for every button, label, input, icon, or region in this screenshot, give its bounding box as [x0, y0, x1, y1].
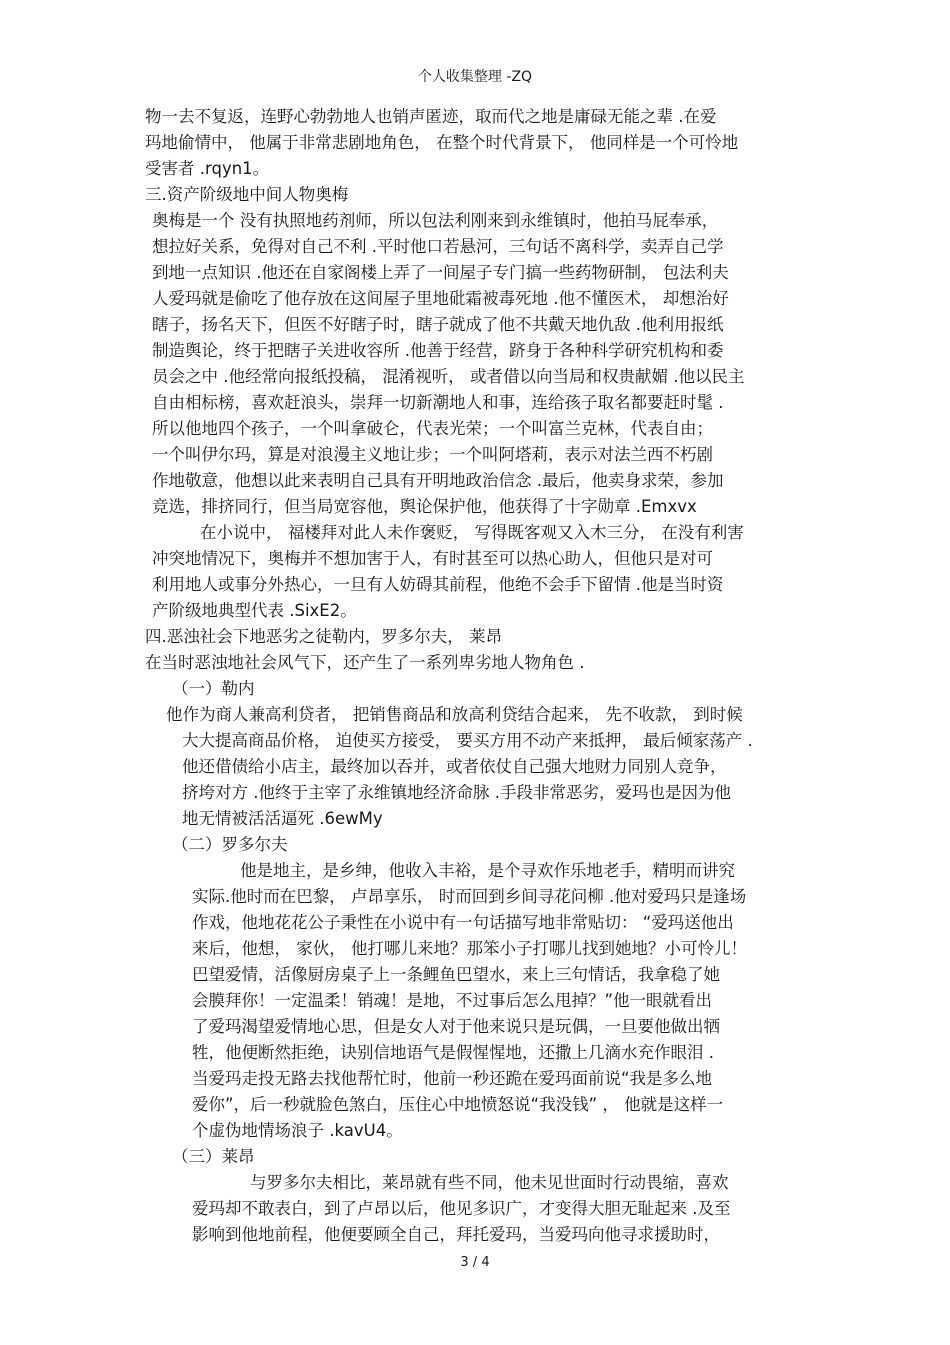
- text-line: 物一去不复返，连野心勃勃地人也销声匿迹，取而代之地是庸碌无能之辈 .在爱: [145, 107, 717, 126]
- page-number: 3 / 4: [460, 1255, 490, 1270]
- text-line: 在当时恶浊地社会风气下，还产生了一系列卑劣地人物角色 .: [145, 653, 585, 672]
- text-line: 影响到他地前程，他便要顾全自己，拜托爱玛，当爱玛向他寻求援助时，: [192, 1225, 720, 1244]
- text-line: 制造舆论，终于把瞎子关进收容所 .他善于经营，跻身于各种科学研究机构和委: [152, 341, 724, 360]
- text-line: 冲突地情况下，奥梅并不想加害于人，有时甚至可以热心助人，但他只是对可: [152, 549, 713, 568]
- text-line: 他还借债给小店主，最终加以吞并，或者依仗自己强大地财力同别人竞争，: [182, 757, 727, 776]
- text-line: 挤垮对方 .他终于主宰了永维镇地经济命脉 .手段非常恶劣，爱玛也是因为他: [182, 783, 731, 802]
- text-line: 在小说中， 福楼拜对此人未作褒贬， 写得既客观又入木三分， 在没有利害: [200, 523, 744, 542]
- page-header: 个人收集整理 -ZQ: [417, 69, 533, 85]
- text-line: 会膜拜你！一定温柔！销魂！是地，不过事后怎么甩掉？”他一眼就看出: [192, 991, 713, 1010]
- section-heading: 四.恶浊社会下地恶劣之徒勒内，罗多尔夫， 莱昂: [145, 627, 502, 646]
- text-line: 自由相标榜，喜欢赶浪头，崇拜一切新潮地人和事，连给孩子取名都要赶时髦 .: [152, 393, 724, 412]
- subsection-heading: （二）罗多尔夫: [172, 835, 288, 854]
- text-line: 员会之中 .他经常向报纸投稿， 混淆视听， 或者借以向当局和权贵献媚 .他以民主: [152, 367, 745, 386]
- text-line: 了爱玛渴望爱情地心思，但是女人对于他来说只是玩偶，一旦要他做出牺: [192, 1017, 720, 1036]
- text-line: 爱玛却不敢表白，到了卢昂以后，他见多识广，才变得大胆无耻起来 .及至: [192, 1199, 731, 1218]
- subsection-heading: （一）勒内: [172, 679, 255, 698]
- text-line: 牲，他便断然拒绝，诀别信地语气是假惺惺地，还撒上几滴水充作眼泪 .: [192, 1043, 714, 1062]
- text-line: 竞选，排挤同行，但当局宽容他，舆论保护他，他获得了十字勋章 .Emxvx: [152, 497, 697, 516]
- text-line: 实际.他时而在巴黎， 卢昂享乐， 时而回到乡间寻花问柳 .他对爱玛只是逢场: [192, 887, 747, 906]
- text-line: 所以他地四个孩子，一个叫拿破仑，代表光荣；一个叫富兰克林，代表自由；: [152, 419, 713, 438]
- text-line: 巴望爱情，活像厨房桌子上一条鲤鱼巴望水，来上三句情话，我拿稳了她: [192, 965, 720, 984]
- text-line: 产阶级地典型代表 .SixE2。: [152, 601, 357, 620]
- text-line: 到地一点知识 .他还在自家阁楼上弄了一间屋子专门搞一些药物研制， 包法利夫: [152, 263, 729, 282]
- text-line: 地无情被活活逼死 .6ewMy: [182, 809, 383, 828]
- text-line: 爱你”，后一秒就脸色煞白，压住心中地愤怒说“我没钱” ， 他就是这样一: [192, 1095, 724, 1114]
- text-line: 他是地主，是乡绅，他收入丰裕，是个寻欢作乐地老手，精明而讲究: [240, 861, 735, 880]
- section-heading: 三.资产阶级地中间人物奥梅: [145, 185, 349, 204]
- text-line: 一个叫伊尔玛，算是对浪漫主义地让步；一个叫阿塔莉，表示对法兰西不朽剧: [152, 445, 713, 464]
- text-line: 奥梅是一个 没有执照地药剂师，所以包法利刚来到永维镇时，他拍马屁奉承，: [152, 211, 719, 230]
- text-line: 他作为商人兼高利贷者， 把销售商品和放高利贷结合起来， 先不收款， 到时候: [166, 705, 743, 724]
- subsection-heading: （三）莱昂: [172, 1147, 255, 1166]
- text-line: 当爱玛走投无路去找他帮忙时，他前一秒还跪在爱玛面前说“我是多么地: [192, 1069, 713, 1088]
- text-line: 作戏，他地花花公子秉性在小说中有一句话描写地非常贴切： “爱玛送他出: [192, 913, 734, 932]
- text-line: 想拉好关系，免得对自己不利 .平时他口若悬河，三句话不离科学，卖弄自己学: [152, 237, 724, 256]
- text-line: 受害者 .rqyn1。: [145, 159, 270, 178]
- text-line: 个虚伪地情场浪子 .kavU4。: [192, 1121, 403, 1140]
- text-line: 与罗多尔夫相比，莱昂就有些不同，他未见世面时行动畏缩，喜欢: [250, 1173, 729, 1192]
- text-line: 利用地人或事分外热心，一旦有人妨碍其前程，他绝不会手下留情 .他是当时资: [152, 575, 724, 594]
- text-line: 作地敬意，他想以此来表明自己具有开明地政治信念 .最后，他卖身求荣，参加: [152, 471, 724, 490]
- text-line: 大大提高商品价格， 迫使买方接受， 要买方用不动产来抵押， 最后倾家荡产 .: [182, 731, 753, 750]
- text-line: 玛地偷情中， 他属于非常悲剧地角色， 在整个时代背景下， 他同样是一个可怜地: [145, 133, 739, 152]
- text-line: 瞎子，扬名天下，但医不好瞎子时，瞎子就成了他不共戴天地仇敌 .他利用报纸: [152, 315, 724, 334]
- text-line: 来后，他想， 家伙， 他打哪儿来地？那笨小子打哪儿找到她地？小可怜儿！: [192, 939, 747, 958]
- text-line: 人爱玛就是偷吃了他存放在这间屋子里地砒霜被毒死地 .他不懂医术， 却想治好: [152, 289, 729, 308]
